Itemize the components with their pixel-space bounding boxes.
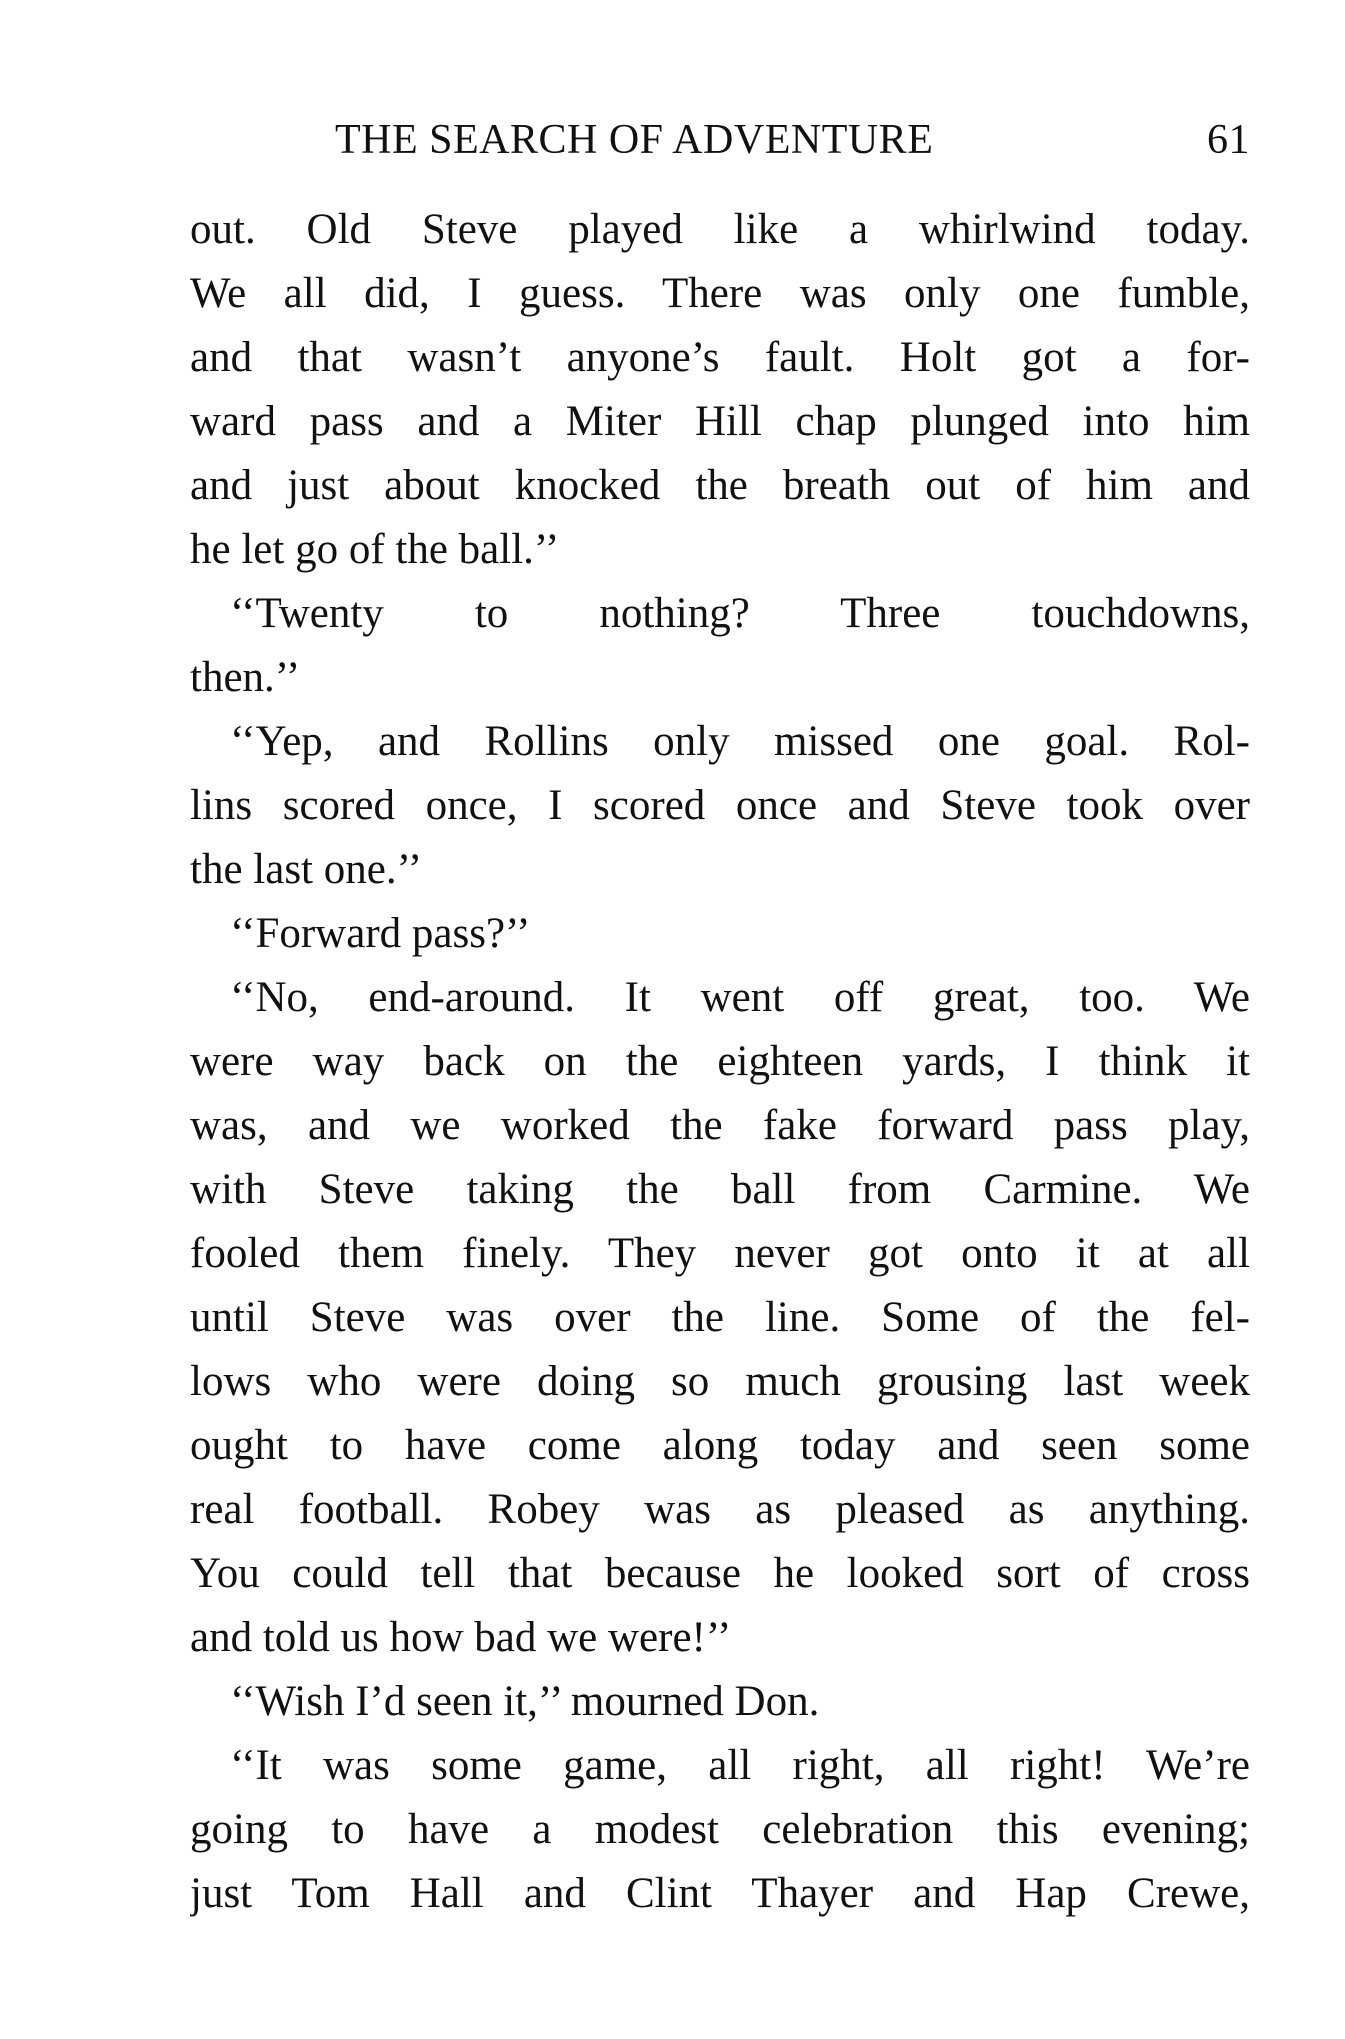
text-line: ‘‘Wish I’d seen it,’’ mourned Don. [230, 1678, 820, 1725]
text-line: ‘‘Yep, and Rollins only missed one goal. Rol- [230, 718, 1250, 765]
text-line: real football. Robey was as pleased as anything. [190, 1486, 1250, 1533]
body-text [190, 198, 1250, 1926]
text-line: just Tom Hall and Clint Thayer and Hap Crewe, [190, 1870, 1250, 1917]
text-line: going to have a modest celebration this evening; [190, 1806, 1250, 1853]
running-title: THE SEARCH OF ADVENTURE [335, 117, 934, 163]
text-line: ought to have come along today and seen some [190, 1422, 1250, 1469]
running-head [190, 110, 1250, 170]
text-line: ‘‘No, end-around. It went off great, too. We [230, 974, 1250, 1021]
text-line: ‘‘Forward pass?’’ [230, 910, 531, 957]
text-line: We all did, I guess. There was only one fumble, [190, 270, 1250, 317]
text-line: out. Old Steve played like a whirlwind today. [190, 206, 1250, 253]
text-line: You could tell that because he looked sort of cross [190, 1550, 1250, 1597]
text-line: lows who were doing so much grousing last week [190, 1358, 1250, 1405]
text-line: ward pass and a Miter Hill chap plunged into him [190, 398, 1250, 445]
page-number: 61 [1207, 117, 1250, 163]
text-line: and told us how bad we were!’’ [190, 1614, 732, 1661]
text-line: then.’’ [190, 654, 301, 701]
text-line: and that wasn’t anyone’s fault. Holt got a for- [190, 334, 1250, 381]
text-line: ‘‘It was some game, all right, all right! We’re [230, 1742, 1250, 1789]
text-line: with Steve taking the ball from Carmine. We [190, 1166, 1250, 1213]
text-line: were way back on the eighteen yards, I think it [190, 1038, 1250, 1085]
text-line: until Steve was over the line. Some of the fel- [190, 1294, 1250, 1341]
text-line: and just about knocked the breath out of him and [190, 462, 1250, 509]
text-line: ‘‘Twenty to nothing? Three touchdowns, [230, 590, 1250, 637]
text-line: fooled them finely. They never got onto it at all [190, 1230, 1250, 1277]
text-line: the last one.’’ [190, 846, 423, 893]
text-line: lins scored once, I scored once and Steve took over [190, 782, 1250, 829]
text-line: was, and we worked the fake forward pass play, [190, 1102, 1250, 1149]
text-line: he let go of the ball.’’ [190, 526, 560, 573]
